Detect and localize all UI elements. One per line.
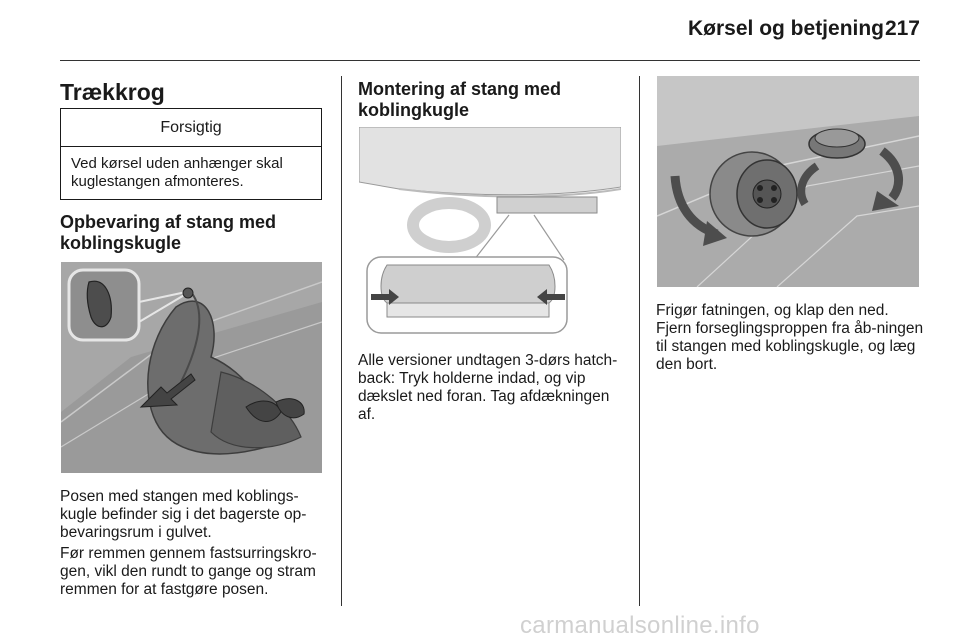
section-heading: Trækkrog bbox=[60, 79, 165, 105]
bumper-cover-illustration bbox=[359, 127, 621, 340]
storage-paragraph-1: Posen med stangen med koblings-kugle befinder sig i det bagerste op-bevaringsrum i gulvet. bbox=[60, 488, 307, 541]
mounting-heading: Montering af stang med koblingkugle bbox=[358, 79, 562, 120]
tow-bar-bag-illustration bbox=[61, 262, 322, 473]
socket-paragraph: Frigør fatningen, og klap den ned. Fjern forseglingsproppen fra åb-ningen til stangen med koblingskugle, og læg den bort. bbox=[656, 302, 924, 373]
caution-text: Ved kørsel uden anhænger skal kuglestangen afmonteres. bbox=[71, 155, 283, 190]
page-number: 217 bbox=[884, 17, 920, 40]
caution-box bbox=[60, 108, 322, 200]
watermark: carmanualsonline.info bbox=[520, 612, 760, 639]
running-header-title: Kørsel og betjening bbox=[688, 17, 885, 40]
storage-paragraph-2: Før remmen gennem fastsurringskro-gen, vikl den rundt to gange og stram remmen for at fastgøre posen. bbox=[60, 545, 317, 598]
storage-subheading: Opbevaring af stang med koblingskugle bbox=[60, 212, 277, 253]
column-divider-1 bbox=[341, 76, 342, 606]
caution-title: Forsigtig bbox=[61, 109, 321, 147]
column-divider-2 bbox=[639, 76, 640, 606]
mounting-paragraph: Alle versioner undtagen 3-dørs hatch-back: Tryk holderne indad, og vip dækslet ned foran. Tag afdækningen af. bbox=[358, 352, 618, 423]
socket-plug-illustration bbox=[657, 76, 919, 287]
header-rule bbox=[60, 60, 920, 61]
